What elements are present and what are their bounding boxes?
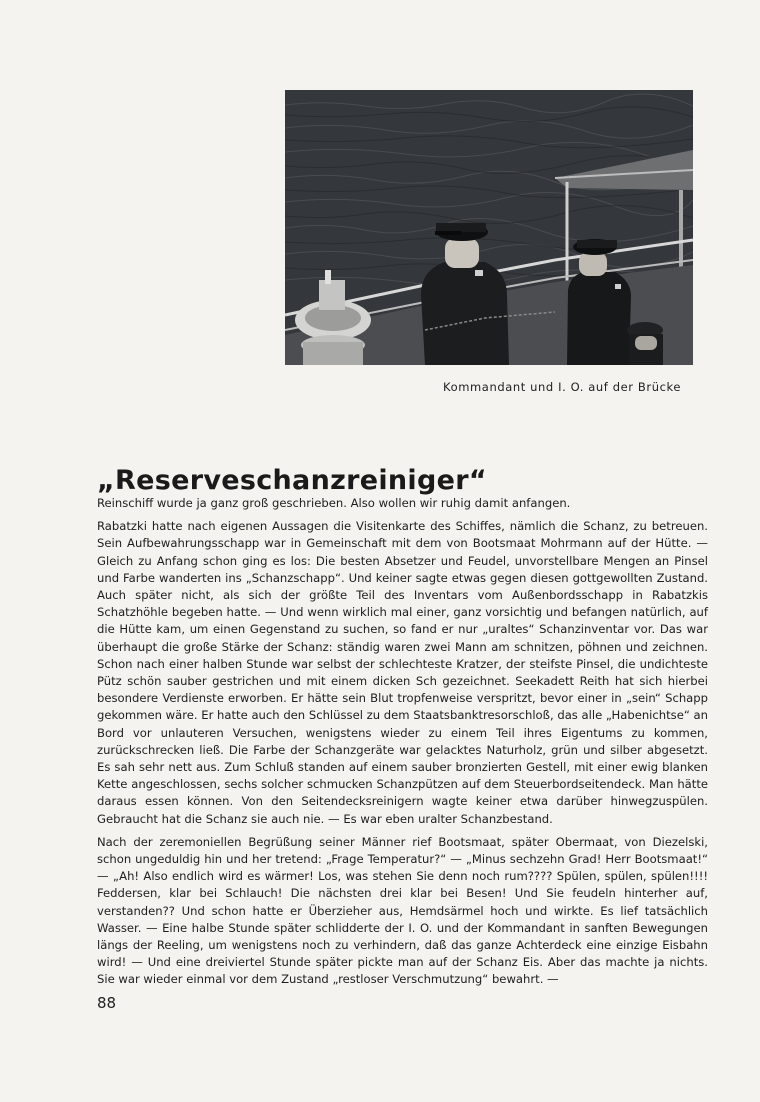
photo-commander-on-bridge xyxy=(285,90,693,365)
paragraph: Rabatzki hatte nach eigenen Aussagen die Visitenkarte des Schiffes, nämlich die Schanz, zu betreuen. Sein Aufbewahrungsschapp war in Gemeinschaft mit dem von Bootsmaat Mohrmann auf der Hütte. — Gleich zu Anfang schon ging es los: Die besten Absetzer und Feudel, unvorstellbare Mengen an Pinsel und Farbe wanderten ins „Schanzschapp“. Und keiner sagte etwas gegen diesen gottgewollten Zustand. Auch später nicht, als sich der größte Teil des Inventars vom Außenbordsschapp in Rabatzkis Schatzhöhle begeben hatte. — Und wenn wirklich mal einer, ganz vorsichtig und befangen natürlich, auf die Hütte kam, um einen Gegenstand zu suchen, so fand er nur „uraltes“ Schanzinventar vor. Das war überhaupt die große Stärke der Schanz: ständig waren zwei Mann am schnitzen, pöhnen und zeichnen. Schon nach einer halben Stunde war selbst der schlechteste Kratzer, der steifste Pinsel, die undichteste Pütz schön sauber gestrichen und mit einem dicken Sch gezeichnet. Seekadett Reith hat sich hierbei besondere Verdienste erworben. Er hätte sein Blut tropfenweise verspritzt, bevor einer in „sein“ Schapp gekommen wäre. Er hatte auch den Schlüssel zu dem Staatsbanktresorschloß, das alle „Habenichtse“ an Bord vor unlauteren Versuchen, wenigstens wieder zu einem Teil ihres Eigentums zu kommen, zurückschrecken ließ. Die Farbe der Schanzgeräte war gelacktes Naturholz, grün und silber abgesetzt. Es sah sehr nett aus. Zum Schluß standen auf einem sauber bronzierten Gestell, mit einer ewig blanken Kette angeschlossen, sechs solcher schmucken Schanzpützen auf dem Steuerbordseitendeck. Man hätte daraus essen können. Von den Seitendecksreinigern wagte keiner etwa darüber hinwegzuspülen. Gebraucht hat die Schanz sie auch nie. — Es war eben uralter Schanzbestand. xyxy=(97,519,708,826)
photo-caption: Kommandant und I. O. auf der Brücke xyxy=(443,380,682,394)
paragraph: Nach der zeremoniellen Begrüßung seiner Männer rief Bootsmaat, später Obermaat, von Diezelski, schon ungeduldig hin und her tretend: „Frage Temperatur?“ — „Minus sechzehn Grad! Herr Bootsmaat!“ — „Ah! Also endlich wird es wärmer! Los, was stehen Sie denn noch rum???? Spülen, spülen, spülen!!!! Feddersen, klar bei Schlauch! Die nächsten drei klar bei Besen! Und Sie feudeln hinterher auf, verstanden?? Und schon hatte er Überzieher aus, Hemdsärmel hoch und wirkte. Es lief tatsächlich Wasser. — Eine halbe Stunde später schlidderte der I. O. und der Kommandant in sanften Bewegungen längs der Reeling, um wenigstens noch zu verhindern, daß das ganze Achterdeck eine einzige Eisbahn wird! — Und eine dreiviertel Stunde später pickte man auf der Schanz Eis. Aber das machte ja nichts. Sie war wieder einmal vor dem Zustand „restloser Verschmutzung“ bewahrt. — xyxy=(97,834,708,987)
article-title: „Reserveschanzreiniger“ xyxy=(97,465,487,497)
article-body xyxy=(97,495,708,995)
paragraph: Reinschiff wurde ja ganz groß geschrieben. Also wollen wir ruhig damit anfangen. xyxy=(97,496,571,510)
page-number: 88 xyxy=(97,994,117,1012)
